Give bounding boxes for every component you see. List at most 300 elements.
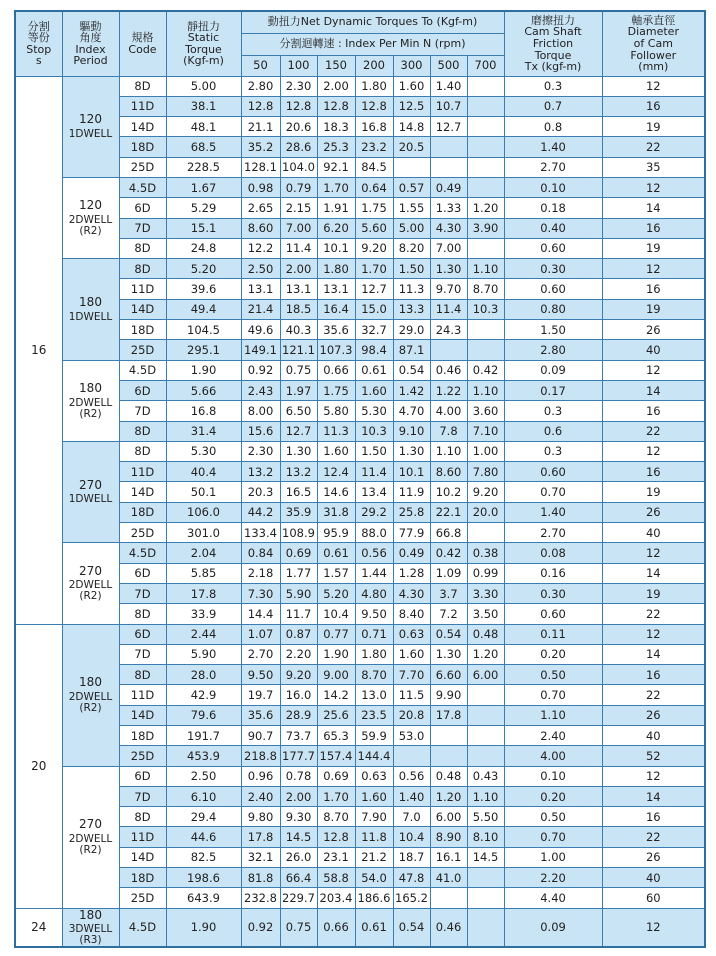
value-cell: 20.6 [280,117,317,137]
value-cell: 0.20 [504,786,602,806]
table-row [15,726,705,746]
table-row [15,543,705,563]
value-cell: 0.46 [430,908,467,947]
value-cell: 25.3 [317,137,355,157]
table-row [15,705,705,725]
value-cell: 25.8 [393,502,430,522]
value-cell: 0.75 [280,360,317,380]
value-cell: 12.8 [355,96,393,116]
value-cell: 8.60 [241,218,280,238]
value-cell [467,320,504,340]
value-cell [467,238,504,258]
value-cell [467,96,504,116]
value-cell: 0.96 [241,766,280,786]
value-cell [430,746,467,766]
value-cell: 0.18 [504,198,602,218]
value-cell: 35.6 [241,705,280,725]
value-cell: 12.7 [355,279,393,299]
value-cell: 0.75 [280,908,317,947]
value-cell: 1.30 [280,441,317,461]
value-cell: 8.70 [355,665,393,685]
header-stops: 分割 等份 Stop s [15,11,62,76]
header-rpm: 分割迴轉速 : Index Per Min N (rpm) [241,33,504,55]
value-cell: 1.10 [504,705,602,725]
value-cell: 5.90 [166,644,241,664]
value-cell: 0.10 [504,177,602,197]
value-cell: 0.78 [280,766,317,786]
value-cell [467,685,504,705]
value-cell: 1.50 [393,259,430,279]
value-cell: 4.30 [430,218,467,238]
value-cell: 0.84 [241,543,280,563]
value-cell: 16 [602,807,705,827]
value-cell: 49.4 [166,299,241,319]
value-cell: 12.8 [280,96,317,116]
value-cell: 15.6 [241,421,280,441]
value-cell: 35 [602,157,705,177]
value-cell: 24.8 [166,238,241,258]
value-cell: 133.4 [241,523,280,543]
value-cell: 7.8 [430,421,467,441]
index-period-cell: 180 2DWELL (R2) [62,624,119,766]
value-cell: 66.4 [280,868,317,888]
value-cell: 18.7 [393,847,430,867]
value-cell: 1.75 [317,380,355,400]
value-cell [467,177,504,197]
value-cell: 0.48 [430,766,467,786]
value-cell: 8.40 [393,604,430,624]
value-cell: 16 [602,279,705,299]
value-cell: 2.04 [166,543,241,563]
value-cell: 29.0 [393,320,430,340]
value-cell: 4.00 [504,746,602,766]
code-cell: 14D [119,482,166,502]
table-row [15,583,705,603]
value-cell: 1.10 [430,441,467,461]
value-cell: 1.70 [355,259,393,279]
value-cell: 65.3 [317,726,355,746]
code-cell: 7D [119,583,166,603]
value-cell: 0.87 [280,624,317,644]
value-cell: 18.3 [317,117,355,137]
value-cell: 95.9 [317,523,355,543]
value-cell: 2.40 [504,726,602,746]
value-cell: 50.1 [166,482,241,502]
code-cell: 7D [119,218,166,238]
value-cell: 28.9 [280,705,317,725]
value-cell: 7.2 [430,604,467,624]
table-row [15,259,705,279]
value-cell: 0.49 [430,177,467,197]
value-cell: 1.90 [166,360,241,380]
value-cell: 0.09 [504,360,602,380]
code-cell: 8D [119,76,166,96]
value-cell: 4.80 [355,583,393,603]
value-cell: 16 [602,665,705,685]
value-cell: 12.7 [430,117,467,137]
value-cell: 35.9 [280,502,317,522]
value-cell: 4.00 [430,401,467,421]
value-cell: 0.20 [504,644,602,664]
value-cell: 13.1 [241,279,280,299]
value-cell: 0.16 [504,563,602,583]
code-cell: 8D [119,421,166,441]
value-cell: 7.00 [430,238,467,258]
value-cell: 2.50 [241,259,280,279]
value-cell: 98.4 [355,340,393,360]
value-cell: 0.60 [504,238,602,258]
value-cell: 104.0 [280,157,317,177]
value-cell: 0.60 [504,462,602,482]
value-cell: 0.77 [317,624,355,644]
value-cell: 40 [602,868,705,888]
value-cell: 0.50 [504,665,602,685]
code-cell: 25D [119,523,166,543]
value-cell: 40 [602,523,705,543]
value-cell: 157.4 [317,746,355,766]
value-cell: 1.22 [430,380,467,400]
value-cell: 0.54 [430,624,467,644]
value-cell: 16 [602,96,705,116]
value-cell: 5.30 [355,401,393,421]
value-cell: 10.3 [467,299,504,319]
value-cell: 12 [602,259,705,279]
value-cell: 0.61 [355,360,393,380]
value-cell: 13.1 [280,279,317,299]
stops-cell: 20 [15,624,62,908]
value-cell: 12 [602,766,705,786]
value-cell: 2.44 [166,624,241,644]
value-cell: 16 [602,401,705,421]
value-cell: 186.6 [355,888,393,908]
value-cell: 6.50 [280,401,317,421]
value-cell: 301.0 [166,523,241,543]
value-cell: 32.7 [355,320,393,340]
value-cell: 7.80 [467,462,504,482]
value-cell: 11.4 [355,462,393,482]
value-cell: 295.1 [166,340,241,360]
code-cell: 8D [119,238,166,258]
value-cell: 88.0 [355,523,393,543]
value-cell: 1.80 [355,644,393,664]
header-index-period: 驅動 角度 Index Period [62,11,119,76]
value-cell: 18.5 [280,299,317,319]
table-row [15,401,705,421]
value-cell: 1.75 [355,198,393,218]
value-cell: 3.7 [430,583,467,603]
value-cell: 10.4 [317,604,355,624]
value-cell [467,868,504,888]
index-period-cell: 180 1DWELL [62,259,119,360]
value-cell: 0.63 [393,624,430,644]
value-cell: 87.1 [393,340,430,360]
value-cell: 14 [602,380,705,400]
value-cell: 232.8 [241,888,280,908]
value-cell: 1.33 [430,198,467,218]
rpm-header-cell: 200 [355,55,393,76]
rpm-header-cell: 700 [467,55,504,76]
value-cell: 4.70 [393,401,430,421]
code-cell: 11D [119,827,166,847]
value-cell: 1.60 [317,441,355,461]
value-cell: 15.1 [166,218,241,238]
table-row [15,766,705,786]
code-cell: 11D [119,462,166,482]
table-row [15,786,705,806]
header-dynamic-torque: 動扭力Net Dynamic Torques To (Kgf-m) [241,11,504,33]
value-cell: 23.5 [355,705,393,725]
value-cell: 2.40 [241,786,280,806]
value-cell: 0.57 [393,177,430,197]
value-cell: 0.60 [504,604,602,624]
value-cell: 1.80 [317,259,355,279]
index-period-cell: 120 1DWELL [62,76,119,177]
value-cell: 14.5 [280,827,317,847]
value-cell: 218.8 [241,746,280,766]
value-cell: 90.7 [241,726,280,746]
value-cell: 59.9 [355,726,393,746]
value-cell: 1.07 [241,624,280,644]
value-cell: 149.1 [241,340,280,360]
value-cell: 0.49 [393,543,430,563]
value-cell: 1.20 [467,644,504,664]
value-cell: 12 [602,441,705,461]
value-cell [430,137,467,157]
index-period-cell: 270 1DWELL [62,441,119,542]
value-cell: 5.20 [317,583,355,603]
value-cell: 79.6 [166,705,241,725]
value-cell: 1.77 [280,563,317,583]
value-cell: 2.20 [280,644,317,664]
value-cell: 5.60 [355,218,393,238]
value-cell: 2.15 [280,198,317,218]
value-cell: 16.8 [166,401,241,421]
value-cell: 0.43 [467,766,504,786]
value-cell: 0.30 [504,259,602,279]
value-cell: 28.6 [280,137,317,157]
code-cell: 14D [119,117,166,137]
code-cell: 25D [119,888,166,908]
code-cell: 6D [119,198,166,218]
value-cell: 16.5 [280,482,317,502]
value-cell: 0.50 [504,807,602,827]
value-cell: 15.0 [355,299,393,319]
value-cell: 58.8 [317,868,355,888]
table-row [15,279,705,299]
value-cell: 1.20 [467,198,504,218]
value-cell: 4.30 [393,583,430,603]
value-cell: 16.0 [280,685,317,705]
value-cell: 26 [602,705,705,725]
value-cell: 107.3 [317,340,355,360]
value-cell [467,908,504,947]
value-cell: 21.2 [355,847,393,867]
value-cell: 0.3 [504,401,602,421]
value-cell: 47.8 [393,868,430,888]
table-row [15,96,705,116]
value-cell: 0.79 [280,177,317,197]
value-cell: 10.7 [430,96,467,116]
value-cell: 0.99 [467,563,504,583]
value-cell: 1.40 [504,137,602,157]
value-cell: 6.00 [430,807,467,827]
value-cell: 60 [602,888,705,908]
value-cell: 2.65 [241,198,280,218]
torque-spec-table [14,10,706,948]
value-cell: 108.9 [280,523,317,543]
value-cell: 9.90 [430,685,467,705]
value-cell: 0.08 [504,543,602,563]
value-cell: 29.2 [355,502,393,522]
value-cell: 1.10 [467,259,504,279]
header-cam-friction: 磨擦扭力 Cam Shaft Friction Torque Tx (kgf-m) [504,11,602,76]
code-cell: 14D [119,847,166,867]
value-cell: 0.60 [504,279,602,299]
value-cell: 8.70 [317,807,355,827]
value-cell: 1.09 [430,563,467,583]
value-cell: 16.8 [355,117,393,137]
value-cell: 2.18 [241,563,280,583]
value-cell: 84.5 [355,157,393,177]
value-cell: 7.0 [393,807,430,827]
header-static-torque: 靜扭力 Static Torque (Kgf-m) [166,11,241,76]
table-row [15,421,705,441]
value-cell: 9.70 [430,279,467,299]
value-cell: 2.00 [280,786,317,806]
code-cell: 8D [119,807,166,827]
value-cell: 2.70 [504,523,602,543]
value-cell: 9.50 [241,665,280,685]
value-cell: 53.0 [393,726,430,746]
value-cell: 7.90 [355,807,393,827]
table-row [15,360,705,380]
value-cell: 48.1 [166,117,241,137]
value-cell: 1.40 [393,786,430,806]
code-cell: 11D [119,279,166,299]
value-cell: 10.3 [355,421,393,441]
rpm-header-cell: 150 [317,55,355,76]
value-cell: 1.00 [467,441,504,461]
value-cell: 1.90 [317,644,355,664]
table-row [15,218,705,238]
value-cell: 13.2 [280,462,317,482]
value-cell: 13.3 [393,299,430,319]
value-cell: 1.40 [430,76,467,96]
table-row [15,482,705,502]
table-row [15,746,705,766]
value-cell: 5.00 [393,218,430,238]
value-cell: 23.2 [355,137,393,157]
value-cell: 12 [602,624,705,644]
value-cell [430,726,467,746]
value-cell: 32.1 [241,847,280,867]
value-cell: 177.7 [280,746,317,766]
value-cell: 7.30 [241,583,280,603]
value-cell: 12 [602,908,705,947]
value-cell: 9.20 [355,238,393,258]
value-cell: 1.44 [355,563,393,583]
value-cell: 8.20 [393,238,430,258]
value-cell: 19 [602,117,705,137]
code-cell: 25D [119,157,166,177]
table-row [15,137,705,157]
value-cell: 68.5 [166,137,241,157]
value-cell: 16 [602,218,705,238]
value-cell: 35.6 [317,320,355,340]
value-cell: 5.50 [467,807,504,827]
value-cell: 19 [602,299,705,319]
code-cell: 25D [119,746,166,766]
code-cell: 4.5D [119,177,166,197]
value-cell: 14.5 [467,847,504,867]
value-cell: 5.29 [166,198,241,218]
value-cell: 12 [602,177,705,197]
value-cell: 9.80 [241,807,280,827]
value-cell: 453.9 [166,746,241,766]
code-cell: 4.5D [119,543,166,563]
value-cell: 1.60 [393,76,430,96]
table-row [15,441,705,461]
value-cell: 5.30 [166,441,241,461]
value-cell: 191.7 [166,726,241,746]
value-cell: 10.1 [317,238,355,258]
value-cell: 22.1 [430,502,467,522]
value-cell: 44.6 [166,827,241,847]
code-cell: 6D [119,380,166,400]
value-cell: 9.10 [393,421,430,441]
stops-cell: 24 [15,908,62,947]
code-cell: 4.5D [119,908,166,947]
value-cell: 0.7 [504,96,602,116]
table-row [15,563,705,583]
value-cell: 12.4 [317,462,355,482]
value-cell: 38.1 [166,96,241,116]
value-cell: 13.0 [355,685,393,705]
value-cell: 3.90 [467,218,504,238]
value-cell: 0.8 [504,117,602,137]
value-cell: 17.8 [430,705,467,725]
value-cell: 14 [602,786,705,806]
value-cell: 0.69 [317,766,355,786]
value-cell: 3.60 [467,401,504,421]
rpm-header-cell: 500 [430,55,467,76]
value-cell: 14.8 [393,117,430,137]
value-cell: 14.4 [241,604,280,624]
value-cell: 22 [602,685,705,705]
value-cell: 11.9 [393,482,430,502]
value-cell: 0.70 [504,827,602,847]
value-cell [467,157,504,177]
value-cell: 0.56 [355,543,393,563]
value-cell: 31.8 [317,502,355,522]
value-cell: 9.50 [355,604,393,624]
value-cell: 13.4 [355,482,393,502]
value-cell: 12.2 [241,238,280,258]
value-cell: 0.71 [355,624,393,644]
value-cell: 0.92 [241,360,280,380]
value-cell: 2.30 [241,441,280,461]
table-row [15,117,705,137]
value-cell: 643.9 [166,888,241,908]
value-cell: 0.70 [504,685,602,705]
value-cell: 28.0 [166,665,241,685]
value-cell: 5.80 [317,401,355,421]
value-cell: 14.2 [317,685,355,705]
value-cell: 40 [602,340,705,360]
value-cell: 9.20 [280,665,317,685]
table-row [15,685,705,705]
code-cell: 7D [119,644,166,664]
